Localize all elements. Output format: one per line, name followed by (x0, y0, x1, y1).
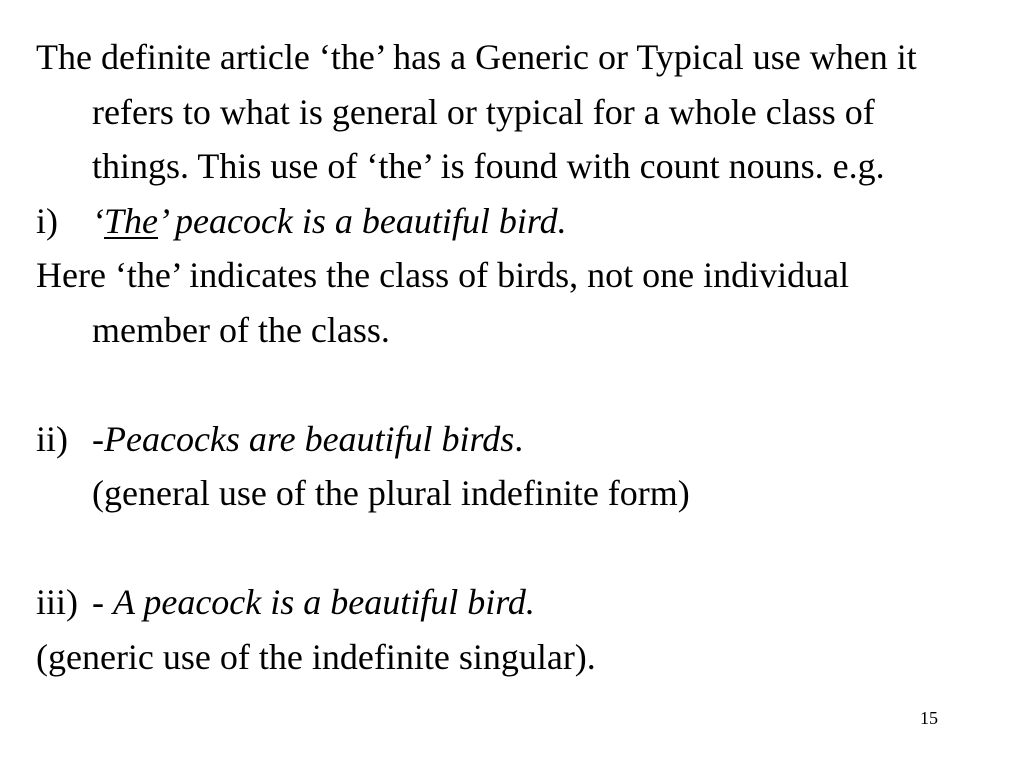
explanation-paragraph: Here ‘the’ indicates the class of birds, not one individual member of the class. (36, 255, 850, 350)
example-1-open-quote: ‘ (92, 200, 104, 241)
example-1-sentence: peacock is a beautiful bird. (166, 200, 567, 241)
example-1 (36, 194, 946, 249)
example-1-close-quote: ’ (158, 200, 166, 241)
example-2-sentence: Peacocks are beautiful birds (104, 418, 515, 459)
intro-paragraph: The definite article ‘the’ has a Generic or Typical use when it refers to what is general or typical for a whole class of things. This use of ‘the’ is found with count nouns. e.g. (36, 37, 917, 186)
example-3-note: (generic use of the indefinite singular). (36, 636, 596, 677)
example-2-period: . (514, 418, 524, 459)
example-1-the-word: The (104, 200, 158, 241)
example-3 (36, 575, 946, 630)
example-2-note: (general use of the plural indefinite form) (92, 473, 690, 513)
example-3-sentence: A peacock is a beautiful bird. (113, 582, 535, 622)
example-2-dash: - (92, 418, 104, 459)
example-2 (36, 412, 946, 467)
spacer (36, 521, 946, 576)
example-2-marker: ii) (36, 418, 68, 459)
page-number: 15 (920, 708, 938, 728)
slide-body (36, 30, 946, 684)
spacer (36, 357, 946, 412)
example-1-marker: i) (36, 200, 58, 241)
example-3-dash: - (92, 582, 113, 622)
example-3-marker: iii) (36, 582, 78, 622)
